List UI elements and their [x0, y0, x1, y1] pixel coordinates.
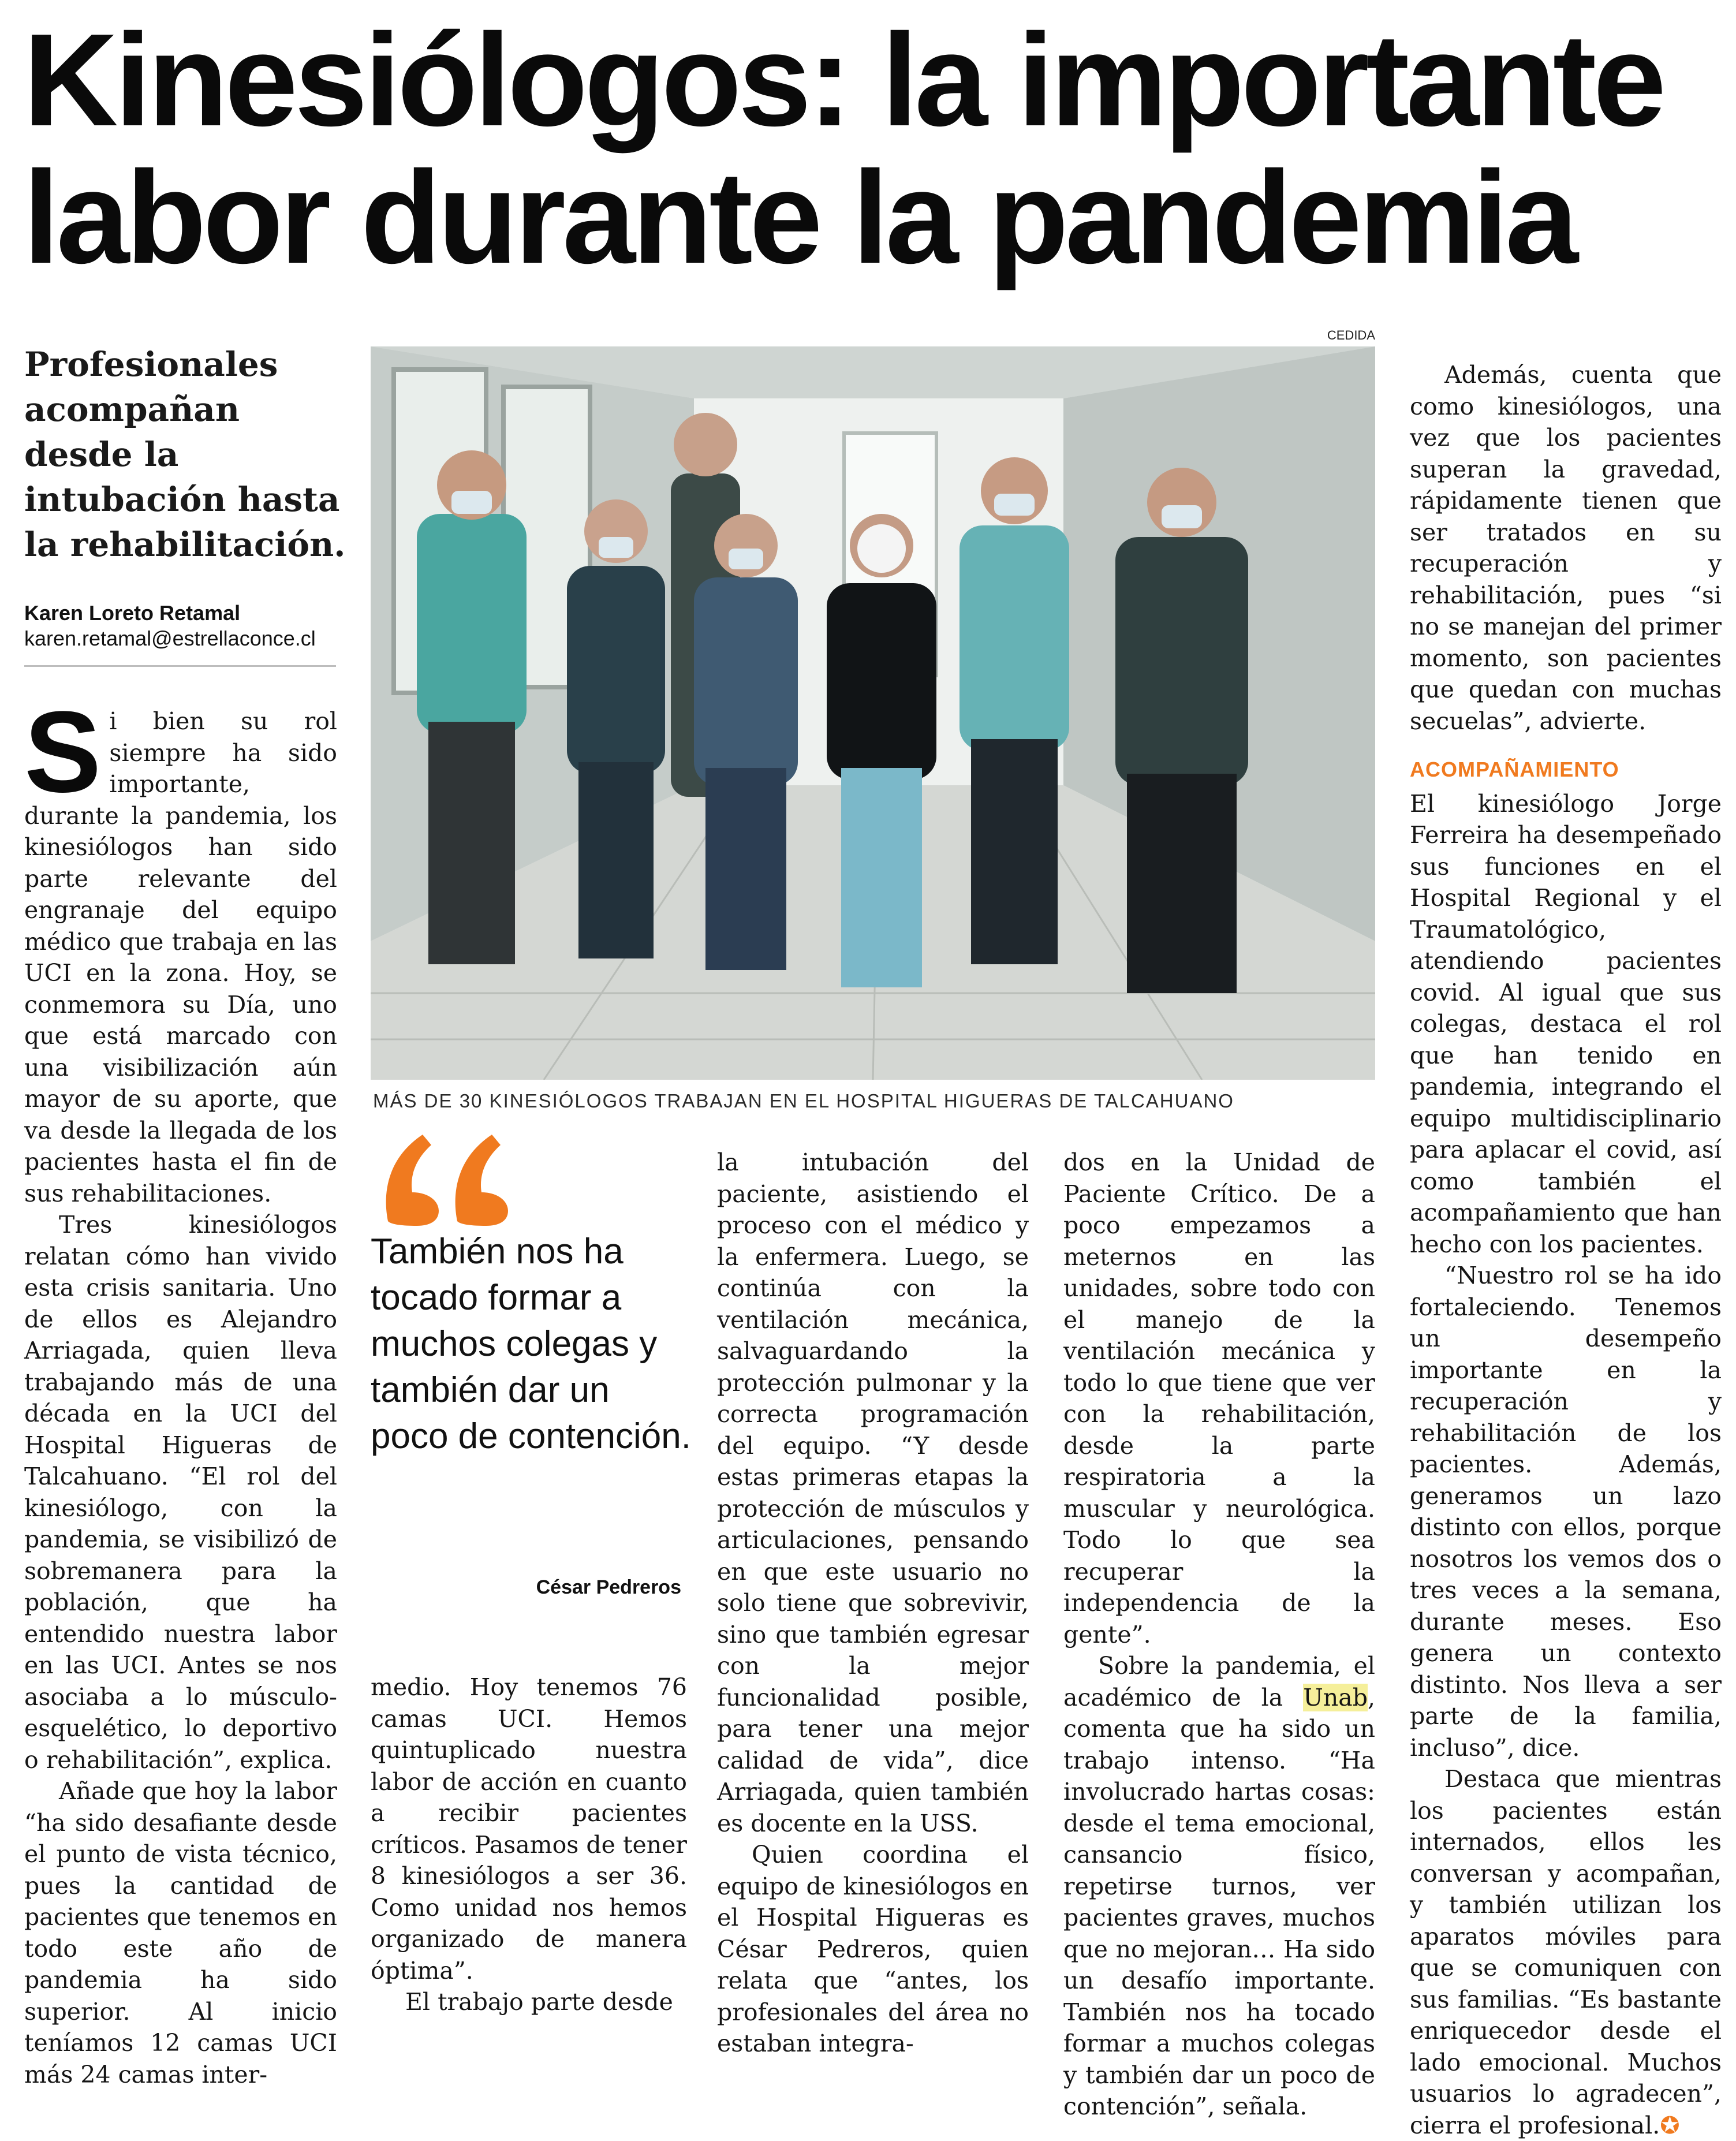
article-column-4: [1063, 1147, 1375, 2123]
paragraph: [24, 688, 337, 1209]
quote-mark-icon: [376, 1129, 515, 1227]
paragraph: Además, cuenta que como kinesiólogos, una vez que los pacientes superan la gravedad, rápidamente tienen que ser tratados en su recuperación y rehabilitación, pues “si no se manejan del primer momento, son pacientes que quedan con muchas secuelas”, advierte.: [1410, 361, 1722, 735]
byline-divider: [24, 665, 336, 667]
byline: [24, 600, 348, 651]
paragraph-text: Destaca que mientras los pacientes están internados, ellos les conversan y acompañan, y también utilizan los aparatos móviles para que se comuniquen con sus familias. “Es bastante enriquecedor desde el lado emocional. Muchos usuarios lo agradecen”, cierra el profesional.: [1410, 1765, 1722, 2139]
article-column-5: [1410, 359, 1722, 2141]
paragraph: la intubación del paciente, asistiendo el proceso con el médico y la enfermera. Luego, se continúa con la ventilación mecánica, salvaguardando la protección pulmonar y la correcta programación del equipo. “Y desde estas primeras etapas la protección de músculos y articulaciones, pensando en que este usuario no solo tiene que sobrevivir, sino que también egresar con la mejor funcionalidad posible, para tener una mejor calidad de vida”, dice Arriagada, quien también es docente en la USS.: [717, 1148, 1029, 1837]
dropcap: S: [24, 688, 102, 816]
author-name: Karen Loreto Retamal: [24, 601, 241, 625]
headline-line-2: labor durante la pandemia: [23, 144, 1575, 291]
article-column-2: [371, 1672, 687, 2018]
paragraph: Quien coordina el equipo de kinesiólogos en el Hospital Higueras es César Pedreros, quien relata que “antes, los profesionales del área no estaban integra-: [717, 1841, 1029, 2057]
section-heading: ACOMPAÑAMIENTO: [1410, 758, 1619, 781]
photo-illustration: [371, 346, 1375, 1080]
article-photo: [371, 346, 1375, 1080]
article-column-1: [24, 688, 337, 2090]
paragraph-text: Sobre la pandemia, el académico de la: [1063, 1652, 1375, 1711]
headline: [23, 7, 1720, 291]
paragraph: [1410, 1763, 1722, 2141]
photo-credit: CEDIDA: [1327, 328, 1375, 342]
article-column-3: [717, 1147, 1029, 2060]
author-email[interactable]: karen.retamal@estrellaconce.cl: [24, 626, 316, 650]
subtitle: Profesionales acompañan desde la intubación hasta la rehabilitación.: [24, 345, 346, 564]
pullquote: También nos ha tocado formar a muchos colegas y también dar un poco de contención.: [371, 1232, 691, 1456]
paragraph-text: i bien su rol siempre ha sido importante, durante la pandemia, los kinesiólogos han sido parte relevante del engranaje del equipo médico que trabaja en las UCI en la zona. Hoy, se conmemora su Día, uno que está marcado con una visibilización aún mayor de su aporte, que va desde la llegada de los pacientes hasta el fin de sus rehabilitaciones.: [24, 707, 337, 1207]
paragraph: “Nuestro rol se ha ido fortaleciendo. Tenemos un desempeño importante en la recuperación y rehabilitación de los pacientes. Además, generamos un lazo distinto con ellos, porque nosotros los vemos dos o tres veces a la semana, durante meses. Eso genera un contexto distinto. Nos lleva a ser parte de la familia, incluso”, dice.: [1410, 1262, 1722, 1762]
paragraph: medio. Hoy tenemos 76 camas UCI. Hemos quintuplicado nuestra labor de acción en cuanto a recibir pacientes críticos. Pasamos de tener 8 kinesiólogos a ser 36. Como unidad nos hemos organizado de manera óptima”.: [371, 1673, 687, 1985]
paragraph-text: , comenta que ha sido un trabajo intenso. “Ha involucrado hartas cosas: desde el tema emocional, cansancio físico, repetirse turnos, ver pacientes graves, muchos que no mejoran… Ha sido un desafío importante. También nos ha tocado formar a muchos colegas y también dar un poco de contención”, señala.: [1063, 1683, 1375, 2120]
paragraph: [1063, 1650, 1375, 2123]
photo-caption: MÁS DE 30 KINESIÓLOGOS TRABAJAN EN EL HOSPITAL HIGUERAS DE TALCAHUANO: [373, 1090, 1234, 1111]
end-mark-icon: ✪: [1660, 2111, 1680, 2139]
paragraph: dos en la Unidad de Paciente Crítico. De a poco empezamos a meternos en las unidades, sobre todo con el manejo de la ventilación mecánica y todo lo que tiene que ver con la rehabilitación, desde la parte respiratoria a la muscular y neurológica. Todo lo que sea recuperar la independencia de la gente”.: [1063, 1148, 1375, 1648]
highlighted-link-unab[interactable]: Unab: [1303, 1683, 1368, 1711]
pullquote-attribution: César Pedreros: [536, 1576, 681, 1598]
paragraph: El trabajo parte desde: [405, 1988, 673, 2016]
headline-line-1: Kinesiólogos: la importante: [23, 7, 1663, 154]
paragraph: Tres kinesiólogos relatan cómo han vivido esta crisis sanitaria. Uno de ellos es Alejandro Arriagada, quien lleva trabajando más de una década en la UCI del Hospital Higueras de Talcahuano. “El rol del kinesiólogo, con la pandemia, se visibilizó de sobremanera para la población, que ha entendido nuestra labor en las UCI. Antes se nos asociaba a lo músculo-esquelético, lo deportivo o rehabilitación”, explica.: [24, 1211, 337, 1774]
paragraph: Añade que hoy la labor “ha sido desafiante desde el punto de vista técnico, pues la cantidad de pacientes que tenemos en todo este año de pandemia ha sido superior. Al inicio teníamos 12 camas UCI más 24 camas inter-: [24, 1777, 337, 2088]
paragraph: El kinesiólogo Jorge Ferreira ha desempeñado sus funciones en el Hospital Regional y el Traumatológico, atendiendo pacientes covid. Al igual que sus colegas, destaca el rol que han tenido en pandemia, integrando el equipo multidisciplinario para aplacar el covid, así como también el acompañamiento que han hecho con los pacientes.: [1410, 789, 1722, 1258]
